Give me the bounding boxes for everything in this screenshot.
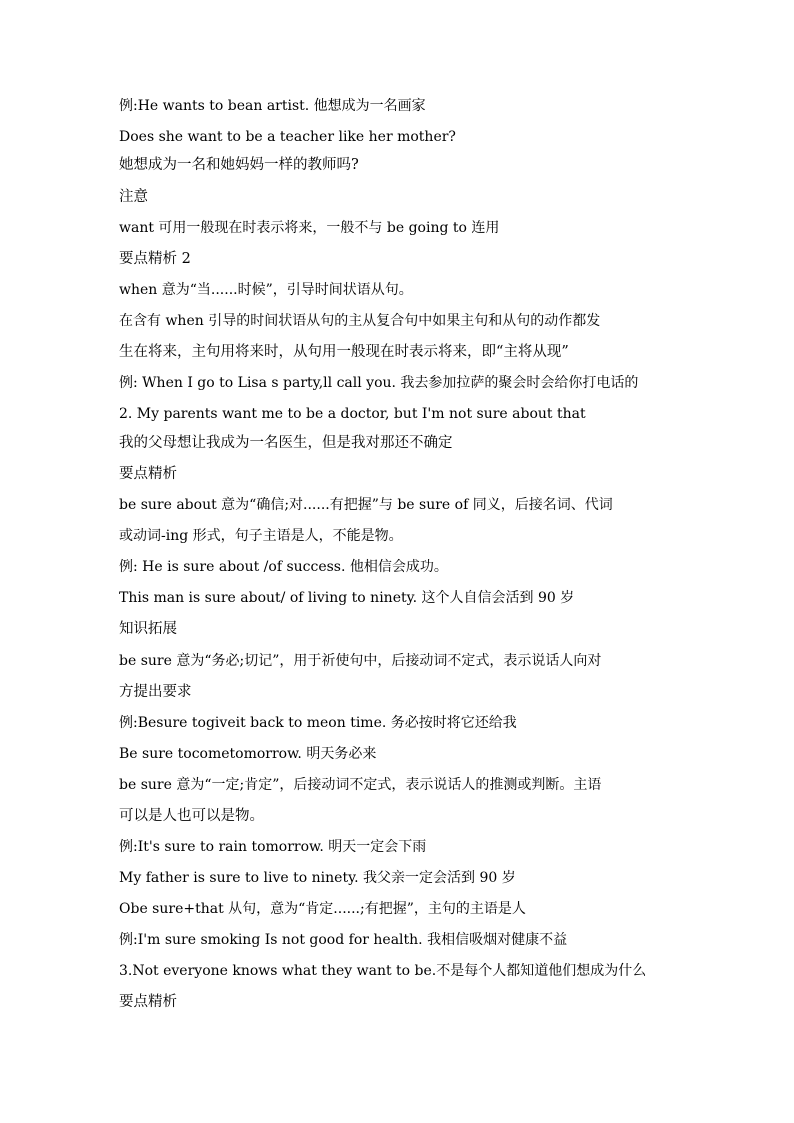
text-line-11: 2. My parents want me to be a doctor, but I'm not sure about that xyxy=(119,406,586,422)
text-line-5: want 可用一般现在时表示将来，一般不与 be going to 连用 xyxy=(119,220,500,236)
text-line-20: 方提出要求 xyxy=(119,684,192,700)
text-line-16: 例: He is sure about /of success. 他相信会成功。 xyxy=(119,559,448,575)
text-line-2: Does she want to be a teacher like her mother? xyxy=(119,129,456,145)
text-line-21: 例:Besure togiveit back to meon time. 务必按时将它还给我 xyxy=(119,715,517,731)
text-line-3: 她想成为一名和她妈妈一样的教师吗? xyxy=(119,157,359,173)
text-line-29: 3.Not everyone knows what they want to be.不是每个人都知道他们想成为什么 xyxy=(119,963,647,979)
text-line-30: 要点精析 xyxy=(119,994,177,1010)
text-line-27: Obe sure+that 从句，意为“肯定......;有把握”，主句的主语是人 xyxy=(119,901,526,917)
text-line-14: be sure about 意为“确信;对......有把握”与 be sure of 同义，后接名词、代词 xyxy=(119,497,613,513)
text-line-6: 要点精析 2 xyxy=(119,251,191,267)
text-line-26: My father is sure to live to ninety. 我父亲一定会活到 90 岁 xyxy=(119,870,516,886)
text-line-7: when 意为“当......时候”，引导时间状语从句。 xyxy=(119,282,413,298)
text-line-15: 或动词-ing 形式，句子主语是人，不能是物。 xyxy=(119,528,403,544)
text-line-24: 可以是人也可以是物。 xyxy=(119,808,264,824)
text-line-18: 知识拓展 xyxy=(119,621,177,637)
text-line-10: 例: When I go to Lisa s party,ll call you. 我去参加拉萨的聚会时会给你打电话的 xyxy=(119,375,639,391)
text-line-22: Be sure tocometomorrow. 明天务必来 xyxy=(119,746,377,762)
text-line-25: 例:It's sure to rain tomorrow. 明天一定会下雨 xyxy=(119,839,427,855)
text-line-17: This man is sure about/ of living to ninety. 这个人自信会活到 90 岁 xyxy=(119,590,575,606)
text-line-4: 注意 xyxy=(119,189,148,205)
text-line-12: 我的父母想让我成为一名医生，但是我对那还不确定 xyxy=(119,435,453,451)
text-line-28: 例:I'm sure smoking Is not good for health. 我相信吸烟对健康不益 xyxy=(119,932,568,948)
text-line-9: 生在将来，主句用将来时，从句用一般现在时表示将来，即“主将从现” xyxy=(119,344,569,360)
text-line-19: be sure 意为“务必;切记”，用于祈使句中，后接动词不定式，表示说话人向对 xyxy=(119,653,602,669)
text-line-13: 要点精析 xyxy=(119,466,177,482)
text-line-8: 在含有 when 引导的时间状语从句的主从复合句中如果主句和从句的动作都发 xyxy=(119,313,601,329)
text-line-23: be sure 意为“一定;肯定”，后接动词不定式，表示说话人的推测或判断。主语 xyxy=(119,777,602,793)
text-line-1: 例:He wants to bean artist. 他想成为一名画家 xyxy=(119,98,426,114)
